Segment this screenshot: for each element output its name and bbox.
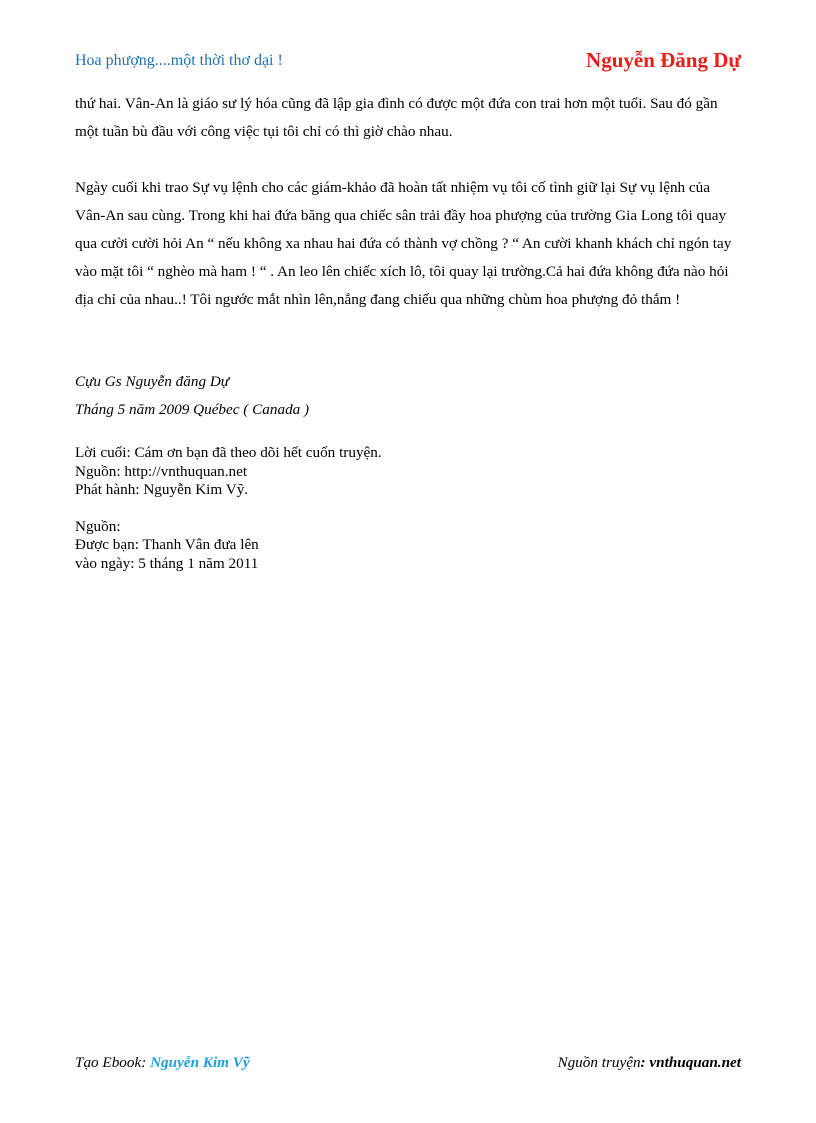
footer-ebook-label: Tạo Ebook — [75, 1054, 142, 1071]
signature-name: Cựu Gs Nguyễn đăng Dự — [75, 373, 230, 390]
closing-line-source: Nguồn: http://vnthuquan.net — [75, 462, 248, 480]
footer-ebook-name: Nguyễn Kim Vỹ — [150, 1054, 250, 1071]
paragraph-1: thứ hai. Vân-An là giáo sư lý hóa cũng đã lập gia đình có được một đứa con trai hơn một tuổi. Sau đó gần một tuần bù đầu với công việc tụi tôi chỉ có thì giờ chào nhau. — [75, 95, 718, 140]
footer-ebook-credit — [75, 1054, 250, 1072]
signature-block — [75, 368, 309, 424]
closing-gap — [75, 500, 382, 518]
signature-date: Tháng 5 năm 2009 Québec ( Canada ) — [75, 401, 310, 418]
footer-source-site: vnthuquan.net — [649, 1054, 741, 1071]
closing-line-thanks: Lời cuối: Cám ơn bạn đã theo dõi hết cuốn truyện. — [75, 444, 382, 461]
closing-notes — [75, 444, 382, 573]
footer-source-label: Nguồn truyện — [557, 1054, 641, 1071]
page-header — [75, 48, 741, 78]
footer-source-credit — [557, 1054, 741, 1072]
footer-ebook-separator: : — [141, 1054, 151, 1071]
closing-line-uploader: Được bạn: Thanh Vân đưa lên — [75, 536, 259, 553]
closing-line-publisher: Phát hành: Nguyễn Kim Vỹ. — [75, 481, 249, 498]
closing-line-source-label: Nguồn: — [75, 517, 121, 535]
closing-line-date: vào ngày: 5 tháng 1 năm 2011 — [75, 554, 259, 572]
footer-source-separator: : — [640, 1054, 650, 1071]
book-title: Hoa phượng....một thời thơ dại ! — [75, 52, 283, 69]
author-name: Nguyễn Đăng Dự — [586, 48, 741, 72]
paragraph-2: Ngày cuối khi trao Sự vụ lệnh cho các giám-khảo đã hoàn tất nhiệm vụ tôi cố tình giữ lại Sự vụ lệnh của Vân-An sau cùng. Trong khi hai đứa băng qua chiếc sân trải đầy hoa phượng của trường Gia Long tôi quay qua cười cười hỏi An “ nếu không xa nhau hai đứa có thành vợ chồng ? “ An cười khanh khách chỉ ngón tay vào mặt tôi “ nghèo mà ham ! “ . An leo lên chiếc xích lô, tôi quay lại trường.Cả hai đứa không đứa nào hỏi địa chỉ của nhau..! Tôi ngước mắt nhìn lên,nắng đang chiếu qua những chùm hoa phượng đỏ thắm ! — [75, 179, 732, 308]
